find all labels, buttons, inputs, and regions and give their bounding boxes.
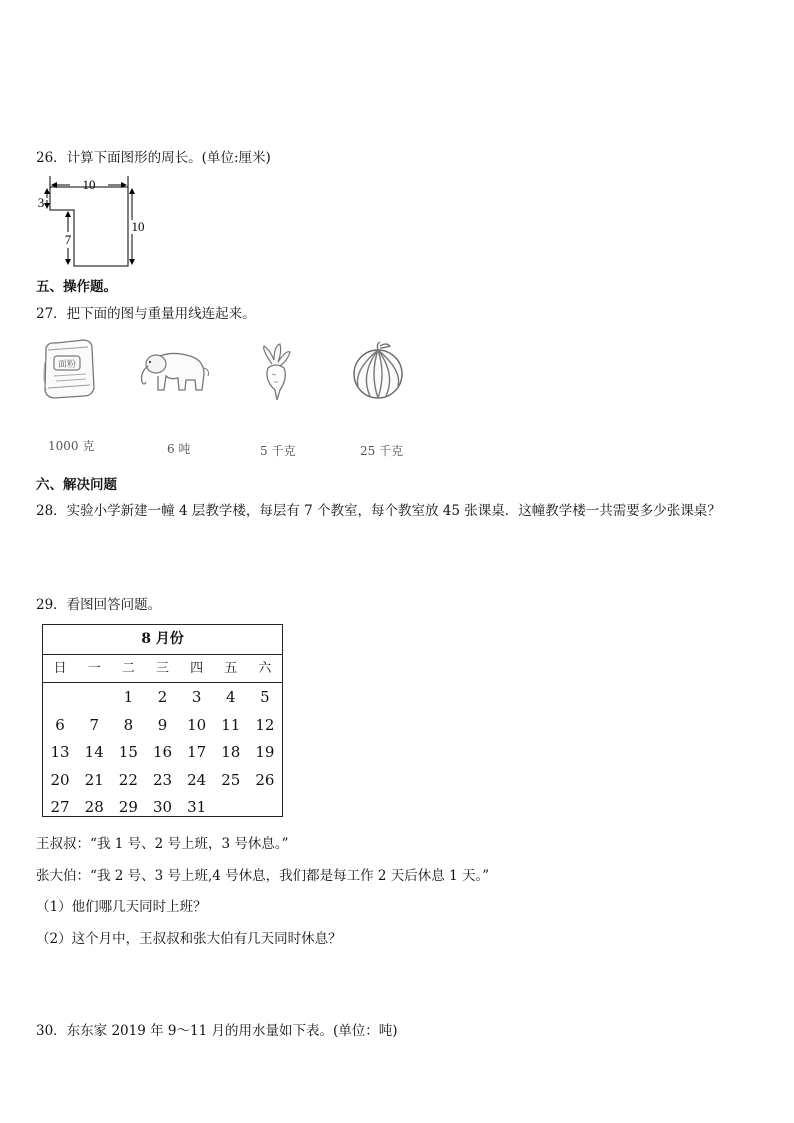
calendar-day-cell: 9 [157,715,168,734]
calendar-day-cell: 10 [187,715,207,734]
weekday-cell: 五 [224,661,238,676]
section-6-heading: 六、解决问题 [36,477,117,493]
q29-text: 29．看图回答问题。 [36,597,162,613]
calendar-day-cell [77,684,111,712]
weight-label-3: 5 千克 [260,444,296,458]
weekday-cell: 一 [87,661,101,676]
calendar-day-cell: 31 [187,798,207,816]
calendar-day-cell [43,684,77,712]
dim-right: 10 [131,219,145,234]
calendar-day-cell: 18 [221,743,241,761]
q29-wang-statement: 王叔叔：“我 1 号、2 号上班，3 号休息。” [36,836,289,852]
calendar-day-cell: 3 [191,688,202,706]
calendar-day-cell: 2 [157,688,168,706]
q28-text: 28．实验小学新建一幢 4 层教学楼，每层有 7 个教室，每个教室放 45 张课桌．这幢教学楼一共需要多少张课桌？ [36,503,721,519]
calendar-day-cell: 7 [89,715,99,734]
section-5-heading: 五、操作题。 [36,279,117,295]
calendar-day-cell: 30 [152,798,173,816]
calendar-day-cell: 21 [84,770,104,789]
radish-icon [250,342,300,402]
weight-label-1: 1000 克 [48,439,95,453]
q27-text: 27．把下面的图与重量用线连起来。 [36,306,256,322]
q29-subquestion-1: （1）他们哪几天同时上班？ [36,899,207,915]
calendar-day-cell: 24 [187,770,207,789]
calendar-day-cell: 4 [226,688,236,706]
calendar-day-cell: 28 [84,798,104,816]
calendar-day-cell: 17 [187,743,207,761]
calendar-day-cell: 29 [118,798,138,816]
calendar-day-cell: 26 [255,770,275,789]
dim-left: 3 [37,195,45,210]
calendar-day-cell: 22 [118,770,138,789]
weekday-cell: 六 [258,661,272,676]
flour-bag-label: 面粉 [57,360,77,370]
calendar-day-cell: 12 [255,715,275,734]
q29-zhang-statement: 张大伯：“我 2 号、3 号上班,4 号休息，我们都是每工作 2 天后休息 1 天。” [36,868,490,884]
weekday-cell: 三 [155,661,169,676]
calendar-day-cell [214,794,248,822]
august-calendar [42,624,283,817]
weight-label-2: 6 吨 [167,442,191,456]
dim-inner: 7 [64,232,72,247]
calendar-day-cell: 11 [221,715,241,734]
calendar-day-cell: 27 [50,798,70,816]
calendar-day-cell: 19 [255,743,275,761]
watermelon-icon [348,340,408,400]
calendar-day-cell: 16 [152,743,173,761]
q26-figure [30,172,160,272]
calendar-day-cell: 5 [260,688,270,706]
calendar-day-cell: 14 [84,743,104,761]
calendar-day-cell: 15 [118,743,138,761]
q30-text: 30．东东家 2019 年 9～11 月的用水量如下表。(单位：吨) [36,1023,398,1039]
calendar-day-cell: 25 [221,770,241,789]
calendar-day-cell: 20 [50,770,70,789]
calendar-day-cell: 23 [152,770,173,789]
q26-text: 26．计算下面图形的周长。(单位:厘米) [36,150,271,166]
flour-bag-icon [40,338,100,400]
calendar-days [43,683,282,822]
weekday-cell: 四 [190,661,204,676]
elephant-icon [134,346,214,396]
calendar-weekday-row [43,655,282,683]
calendar-day-cell [248,794,282,822]
calendar-title: 8 月份 [43,625,282,655]
weekday-cell: 日 [53,661,67,676]
calendar-day-cell: 13 [50,743,70,761]
q29-subquestion-2: （2）这个月中，王叔叔和张大伯有几天同时休息？ [36,931,342,947]
calendar-day-cell: 1 [123,688,134,706]
calendar-day-cell: 6 [55,715,65,734]
weekday-cell: 二 [121,661,135,676]
calendar-day-cell: 8 [123,715,134,734]
weight-label-4: 25 千克 [360,444,404,458]
dim-top: 10 [82,177,96,192]
